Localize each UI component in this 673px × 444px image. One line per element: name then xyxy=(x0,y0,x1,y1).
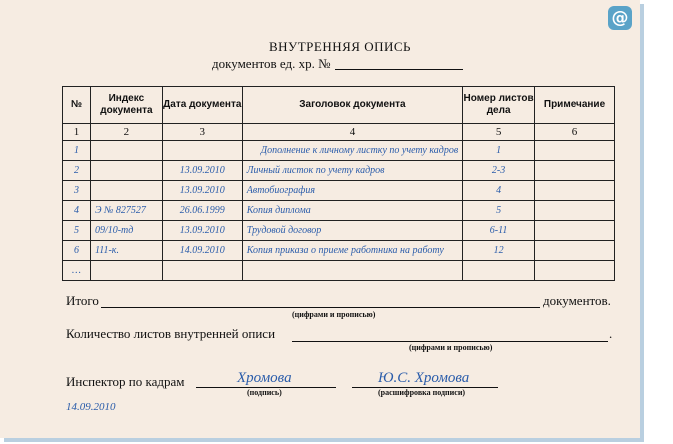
row-number: 6 xyxy=(63,241,91,261)
row-number: 5 xyxy=(63,221,91,241)
doc-date: 13.09.2010 xyxy=(162,161,242,181)
signature-hint: (подпись) xyxy=(247,388,282,397)
doc-note xyxy=(535,161,615,181)
table-row xyxy=(63,201,615,221)
total-line xyxy=(101,293,540,308)
doc-index xyxy=(90,181,162,201)
column-number: 5 xyxy=(463,124,535,141)
name-hint: (расшифровка подписи) xyxy=(378,388,466,397)
doc-title: Копия диплома xyxy=(242,201,462,221)
header-cell: Примечание xyxy=(535,87,615,124)
header-row xyxy=(63,87,615,124)
column-number: 1 xyxy=(63,124,91,141)
header-cell: Номер листов дела xyxy=(463,87,535,124)
header-cell: Индекс документа xyxy=(90,87,162,124)
table-row xyxy=(63,241,615,261)
doc-note xyxy=(535,141,615,161)
doc-index xyxy=(90,141,162,161)
doc-pages: 5 xyxy=(463,201,535,221)
pages-line xyxy=(292,327,608,342)
doc-date: 26.06.1999 xyxy=(162,201,242,221)
doc-index xyxy=(90,261,162,281)
total-suffix: документов. xyxy=(543,293,611,308)
signatory-name: Ю.С. Хромова xyxy=(378,370,470,386)
doc-pages: 12 xyxy=(463,241,535,261)
doc-title: Трудовой договор xyxy=(242,221,462,241)
total-label: Итого xyxy=(66,293,99,308)
doc-date xyxy=(162,141,242,161)
doc-pages: 4 xyxy=(463,181,535,201)
doc-pages xyxy=(463,261,535,281)
pages-label: Количество листов внутренней описи xyxy=(66,326,276,341)
doc-date xyxy=(162,261,242,281)
doc-note xyxy=(535,261,615,281)
row-number: 3 xyxy=(63,181,91,201)
doc-title: Дополнение к личному листку по учету кадров xyxy=(242,141,462,161)
doc-date: 13.09.2010 xyxy=(162,181,242,201)
header-cell: № xyxy=(63,87,91,124)
column-number: 2 xyxy=(90,124,162,141)
doc-note xyxy=(535,181,615,201)
inventory-table xyxy=(62,86,615,281)
unit-number-line xyxy=(335,57,463,70)
pages-period: . xyxy=(609,326,613,341)
doc-note xyxy=(535,221,615,241)
at-sign-icon[interactable]: @ xyxy=(608,6,632,30)
doc-index xyxy=(90,161,162,181)
table-row xyxy=(63,181,615,201)
doc-date: 14.09.2010 xyxy=(162,241,242,261)
doc-title: Личный листок по учету кадров xyxy=(242,161,462,181)
total-hint: (цифрами и прописью) xyxy=(292,310,376,319)
page-title: ВНУТРЕННЯЯ ОПИСЬ xyxy=(268,39,412,54)
column-number: 3 xyxy=(162,124,242,141)
header-cell: Заголовок документа xyxy=(242,87,462,124)
document-subtitle xyxy=(212,56,463,72)
doc-title: Копия приказа о приеме работника на работу xyxy=(242,241,462,261)
inspector-label: Инспектор по кадрам xyxy=(66,374,185,389)
signature: Хромова xyxy=(237,370,292,386)
table-row xyxy=(63,221,615,241)
doc-date: 13.09.2010 xyxy=(162,221,242,241)
pages-hint: (цифрами и прописью) xyxy=(409,343,493,352)
table-row xyxy=(63,261,615,281)
doc-note xyxy=(535,201,615,221)
row-number: 1 xyxy=(63,141,91,161)
row-number: 4 xyxy=(63,201,91,221)
doc-index: 09/10-тд xyxy=(90,221,162,241)
row-number: 2 xyxy=(63,161,91,181)
doc-pages: 2-3 xyxy=(463,161,535,181)
column-number: 4 xyxy=(242,124,462,141)
row-number: … xyxy=(63,261,91,281)
table-row xyxy=(63,141,615,161)
column-number-row xyxy=(63,124,615,141)
signing-date: 14.09.2010 xyxy=(66,401,116,413)
subtitle-text: документов ед. хр. № xyxy=(212,56,331,71)
column-number: 6 xyxy=(535,124,615,141)
doc-pages: 6-11 xyxy=(463,221,535,241)
table-row xyxy=(63,161,615,181)
header-cell: Дата документа xyxy=(162,87,242,124)
doc-note xyxy=(535,241,615,261)
doc-index: Э № 827527 xyxy=(90,201,162,221)
doc-pages: 1 xyxy=(463,141,535,161)
doc-title: Автобиография xyxy=(242,181,462,201)
doc-index: 111-к. xyxy=(90,241,162,261)
doc-title xyxy=(242,261,462,281)
